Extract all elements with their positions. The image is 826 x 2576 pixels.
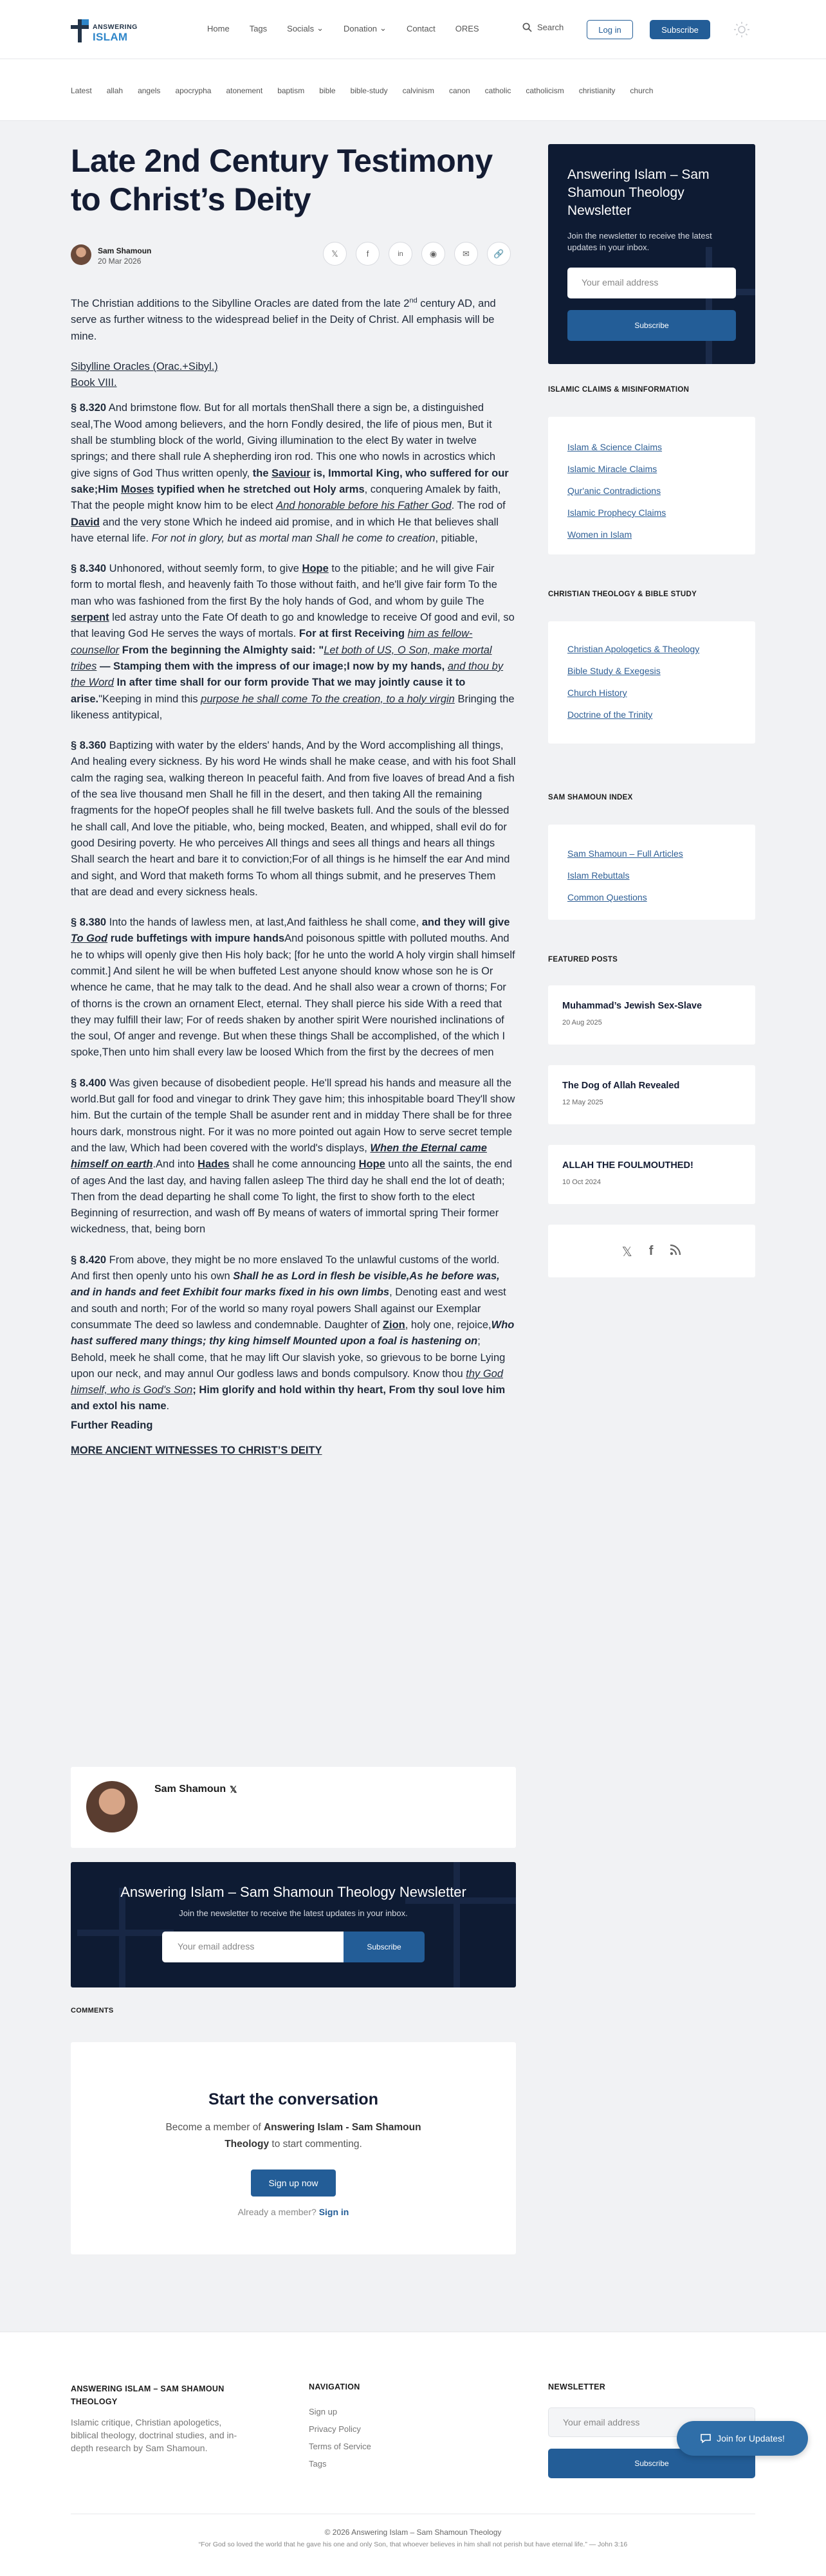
tag-canon[interactable]: canon (448, 86, 470, 95)
sidebar-newsletter-title: Answering Islam – Sam Shamoun Theology Newsletter (567, 167, 710, 218)
theology-box (548, 621, 755, 744)
reddit-icon[interactable]: ◉ (421, 242, 445, 266)
section-8-360: § 8.360 Baptizing with water by the elders' hands, And by the Word accomplishing all things, And healing every sickness. By his word He winds shall he make cease, and with his foot Shall calm the raging sea, walking thereon In peaceful faith. And from five loaves of bread And a fish of the sea live thousand men Shall he fill in the desert, and then taking All the remaining fragments for the hopeOf peoples shall he fill twelve baskets full. And the souls of the blessed he shall call, And love the pitiable, who, being mocked, Beaten, and whipped, shall evil do for good Desiring poverty. He who perceives All things and sees all things and hears all things Shall search the heart and bare it to conviction;For of all things is he himself the ear And mind and sight, and Word that maketh forms To whom all things submit, and he preserves Them that are dead and every sickness heals. (71, 740, 516, 898)
index-box (548, 825, 755, 920)
theology-link[interactable]: Bible Study & Exegesis (567, 666, 661, 676)
rss-icon[interactable] (670, 1244, 681, 1260)
featured-post[interactable] (548, 985, 755, 1045)
tag-baptism[interactable]: baptism (277, 86, 305, 95)
index-link[interactable]: Sam Shamoun – Full Articles (567, 848, 683, 859)
article (71, 142, 516, 1456)
index-heading: SAM SHAMOUN INDEX (548, 794, 633, 801)
nav-tags[interactable]: Tags (249, 23, 268, 33)
tag-list (71, 86, 766, 95)
claims-heading: ISLAMIC CLAIMS & MISINFORMATION (548, 386, 690, 394)
claims-link[interactable]: Women in Islam (567, 529, 632, 540)
share-buttons (323, 242, 511, 266)
section-8-400: § 8.400 Was given because of disobedient people. He'll spread his hands and measure all the world.But gall for food and vinegar to drink They gave him; this inhospitable board They'll show him. But the curtain of the temple Shall be asunder rent and in midday There shall be for three hours dark, monstrous night. For it was no more pointed out again How to serve secret temple and the law, Which had been covered with the world's displays, When the Eternal came himself on earth.And into Hades shall he come announcing Hope unto all the saints, the end of ages And the last day, and having fallen asleep The third day he shall end the lot of death; Then from the dead departing he shall come To light, the first to show forth to the elect Beginning of resurrection, and wash off By means of waters of immortal spring Their former wickedness, that, being born (71, 1077, 515, 1236)
tag-church[interactable]: church (630, 86, 654, 95)
chevron-down-icon: ⌄ (317, 23, 324, 33)
site-logo[interactable] (71, 19, 142, 42)
nav-socials[interactable]: Socials ⌄ (287, 23, 324, 33)
facebook-icon[interactable]: f (356, 242, 380, 266)
further-reading-heading: Further Reading (71, 1419, 153, 1431)
claims-list (567, 441, 742, 551)
index-link[interactable]: Islam Rebuttals (567, 870, 630, 881)
nav-donation[interactable]: Donation ⌄ (343, 23, 387, 33)
newsletter-email-input[interactable]: Your email address (162, 1932, 344, 1962)
tag-bar (0, 59, 826, 121)
x-icon[interactable]: 𝕏 (230, 1784, 237, 1795)
theology-link[interactable]: Church History (567, 688, 627, 698)
sidebar-newsletter-subtitle: Join the newsletter to receive the latest updates in your inbox. (567, 231, 712, 252)
nav-contact[interactable]: Contact (406, 23, 436, 33)
tag-calvinism[interactable]: calvinism (402, 86, 434, 95)
comments-header: COMMENTS (71, 2007, 114, 2014)
author-card-name[interactable]: Sam Shamoun (154, 1784, 226, 1795)
tag-catholicism[interactable]: catholicism (526, 86, 564, 95)
footer-link-terms[interactable]: Terms of Service (309, 2442, 371, 2451)
sidebar-newsletter (548, 144, 755, 364)
index-list (567, 848, 742, 913)
signin-link[interactable]: Sign in (318, 2207, 349, 2217)
footer-link-signup[interactable]: Sign up (309, 2407, 338, 2416)
intro-paragraph: The Christian additions to the Sibylline Oracles are dated from the late 2nd century AD, and serve as further witness to the widespread belief in the Deity of Christ. All emphasis will be mine. (71, 297, 496, 342)
comments-box (71, 2042, 516, 2254)
facebook-icon[interactable]: f (648, 1244, 654, 1258)
claims-link[interactable]: Islamic Prophecy Claims (567, 507, 666, 518)
featured-post-title[interactable]: The Dog of Allah Revealed (562, 1081, 680, 1091)
author-meta (71, 242, 516, 268)
newsletter-subtitle: Join the newsletter to receive the latest updates in your inbox. (179, 1908, 408, 1918)
section-8-320: § 8.320 And brimstone flow. But for all mortals thenShall there a sign be, a distinguished seal,The Wood among believers, and the horn Fondly desired, the life of pious men, But it shall be stumbling block of the world, Giving illumination to the elect By water in twelve springs; and there shall rule A shepherding iron rod. This one who nowls in acrostics which give signs of God Thus written openly, the Saviour is, Immortal King, who suffered for our sake;Him Moses typified when he stretched out Holy arms, conquering Amalek by faith, That the people might know him to be elect And honorable before his Father God. The rod of David and the very stone Which he indeed aid promise, and in which He that believes shall have eternal life. For not in glory, but as mortal man Shall he come to creation, pitiable, (71, 402, 509, 544)
tag-atonement[interactable]: atonement (226, 86, 263, 95)
footer-verse: “For God so loved the world that he gave his one and only Son, that whoever believes in him shall not perish but have eternal life.” — John 3:16 (198, 2541, 628, 2548)
claims-box (548, 417, 755, 554)
subscribe-button[interactable]: Subscribe (650, 20, 710, 39)
featured-post-title[interactable]: ALLAH THE FOULMOUTHED! (562, 1160, 693, 1171)
author-name[interactable]: Sam Shamoun (98, 246, 152, 255)
claims-link[interactable]: Qur'anic Contradictions (567, 486, 661, 496)
newsletter-inline (71, 1862, 516, 1987)
more-witnesses-link[interactable]: MORE ANCIENT WITNESSES TO CHRIST’S DEITY (71, 1445, 322, 1456)
footer-email-input[interactable]: Your email address (548, 2407, 755, 2437)
source-link[interactable]: Sibylline Oracles (Orac.+Sibyl.) (71, 360, 218, 372)
footer-link-privacy[interactable]: Privacy Policy (309, 2424, 361, 2434)
newsletter-title: Answering Islam – Sam Shamoun Theology Newsletter (120, 1884, 466, 1900)
comments-invite-text: Become a member of Answering Islam - Sam Shamoun Theology to start commenting. (165, 2122, 421, 2150)
logo-text-top: ANSWERING (93, 23, 138, 31)
site-header (0, 0, 826, 59)
footer-description: Islamic critique, Christian apologetics, biblical theology, doctrinal studies, and in-depth research by Sam Shamoun. (71, 2417, 237, 2453)
comments-title: Start the conversation (208, 2090, 378, 2108)
login-button[interactable]: Log in (587, 20, 633, 39)
footer-copyright: © 2026 Answering Islam – Sam Shamoun Theology (324, 2528, 502, 2537)
x-icon[interactable]: 𝕏 (323, 242, 347, 266)
signin-line: Already a member? Sign in (237, 2207, 349, 2217)
sidebar-subscribe-button[interactable]: Subscribe (567, 310, 736, 341)
claims-link[interactable]: Islamic Miracle Claims (567, 464, 657, 474)
featured-post-title[interactable]: Muhammad’s Jewish Sex-Slave (562, 1001, 702, 1011)
theology-link[interactable]: Doctrine of the Trinity (567, 709, 653, 720)
featured-post-date: 10 Oct 2024 (562, 1178, 601, 1186)
theology-link[interactable]: Christian Apologetics & Theology (567, 644, 700, 654)
section-8-340: § 8.340 Unhonored, without seemly form, to give Hope to the pitiable; and he will give Fair form to mortal flesh, and heavenly faith To those without faith, and he'll give fair form To the man who was fashioned from the first By the holy hands of God, and whom by guile The serpent led astray unto the Fate Of death to go and knowledge to receive Of good and evil, so that leaving God He serves the ways of mortals. For at first Receiving him as fellow-counsellor From the beginning the Almighty said: "Let both of US, O Son, make mortal tribes — Stamping them with the impress of our image;I now by my hands, and thou by the Word In after time shall for our form provide That we may jointly cause it to arise."Keeping in mind this purpose he shall come To the creation, to a holy virgin Bringing the likeness antitypical, (71, 563, 515, 721)
author-avatar[interactable] (71, 244, 91, 265)
linkedin-icon[interactable]: in (389, 242, 412, 266)
footer-subscribe-button[interactable]: Subscribe (548, 2449, 755, 2478)
sidebar-email-input[interactable]: Your email address (567, 268, 736, 298)
chevron-down-icon: ⌄ (380, 23, 387, 33)
tag-angels[interactable]: angels (138, 86, 161, 95)
search-button[interactable]: Search (522, 23, 564, 32)
main-nav (207, 23, 479, 33)
cross-logo-icon (71, 19, 89, 42)
claims-link[interactable]: Islam & Science Claims (567, 442, 663, 452)
social-links-box (548, 1225, 755, 1277)
x-icon[interactable]: 𝕏 (621, 1245, 632, 1259)
logo-text-bottom: ISLAM (93, 31, 128, 43)
link-icon[interactable]: 🔗 (487, 242, 511, 266)
source-citation (71, 359, 516, 392)
footer-brand: ANSWERING ISLAM – SAM SHAMOUN THEOLOGY (71, 2384, 225, 2406)
nav-home[interactable]: Home (207, 23, 230, 33)
article-body (71, 296, 516, 1473)
index-link[interactable]: Common Questions (567, 892, 647, 902)
featured-post[interactable] (548, 1145, 755, 1204)
signup-now-button[interactable]: Sign up now (251, 2170, 336, 2197)
theology-list (567, 643, 742, 731)
search-icon (522, 23, 532, 32)
footer-newsletter-heading: NEWSLETTER (548, 2382, 606, 2391)
section-8-420: § 8.420 From above, they might be no more enslaved To the unlawful customs of the world. And first then openly unto his own Shall he as Lord in flesh be visible,As he before was, and in hands and feet Exhibit four marks fixed in his own limbs, Denoting east and west and south and north; For of the world so many royal powers Shall against our Exemplar consummate The deed so lawless and condemnable. Daughter of Zion, holy one, rejoice,Who hast suffered many things; thy king himself Mounted upon a foal is hastening on; Behold, meek he shall come, that he may lift Our slavish yoke, so grievous to be borne Lying upon our neck, and may annul Our godless laws and bonds compulsory. Know thou thy God himself, who is God's Son; Him glorify and hold within thy heart, From thy soul love him and extol his name. (71, 1254, 515, 1412)
featured-heading: FEATURED POSTS (548, 956, 618, 964)
article-title: Late 2nd Century Testimony to Christ’s Deity (71, 143, 493, 217)
tag-bible[interactable]: bible (319, 86, 336, 95)
featured-post-date: 20 Aug 2025 (562, 1019, 602, 1027)
author-card (71, 1767, 516, 1848)
source-book[interactable]: Book VIII. (71, 377, 117, 389)
featured-post[interactable] (548, 1065, 755, 1124)
section-8-380: § 8.380 Into the hands of lawless men, at last,And faithless he shall come, and they will give To God rude buffetings with impure handsAnd poisonous spittle with polluted mouths. And he to whips will openly give then His holy back; [for he unto the world A holy virgin shall himself commit.] And silent he will be when buffeted Lest anyone should know whose son he is Or whence he came, that he may talk to the dead. And he shall also wear a crown of thorns; For of thorns is the crown an ornament Elect, eternal. They shall pierce his side With a reed that they may fulfill their law; For of reeds shaken by another spirit Were nourished inclinations of the soul, Of anger and revenge. But when these things Shall be accomplished, of the which I spoke,Then unto him shall every law be loosed Which from the first by the decrees of men (71, 917, 515, 1059)
publish-date: 20 Mar 2026 (98, 257, 142, 266)
tag-catholic[interactable]: catholic (484, 86, 511, 95)
newsletter-subscribe-button[interactable]: Subscribe (344, 1932, 425, 1962)
footer-nav (309, 2407, 371, 2476)
featured-post-date: 12 May 2025 (562, 1099, 603, 1106)
footer-nav-heading: NAVIGATION (309, 2382, 360, 2391)
tag-bible-study[interactable]: bible-study (350, 86, 388, 95)
tag-christianity[interactable]: christianity (578, 86, 616, 95)
tag-latest[interactable]: Latest (71, 86, 92, 95)
tag-allah[interactable]: allah (106, 86, 124, 95)
nav-ores[interactable]: ORES (455, 23, 479, 33)
email-icon[interactable]: ✉ (454, 242, 478, 266)
tag-apocrypha[interactable]: apocrypha (175, 86, 212, 95)
theology-heading: CHRISTIAN THEOLOGY & BIBLE STUDY (548, 590, 697, 598)
theme-toggle-sun-icon[interactable] (733, 21, 750, 38)
join-updates-button[interactable]: Join for Updates! (677, 2421, 808, 2456)
chat-bubble-icon (700, 2433, 711, 2444)
newsletter-bg-pattern-icon (71, 1862, 516, 1987)
author-card-avatar[interactable] (86, 1781, 138, 1832)
site-footer (0, 2332, 826, 2576)
footer-link-tags[interactable]: Tags (309, 2459, 327, 2469)
